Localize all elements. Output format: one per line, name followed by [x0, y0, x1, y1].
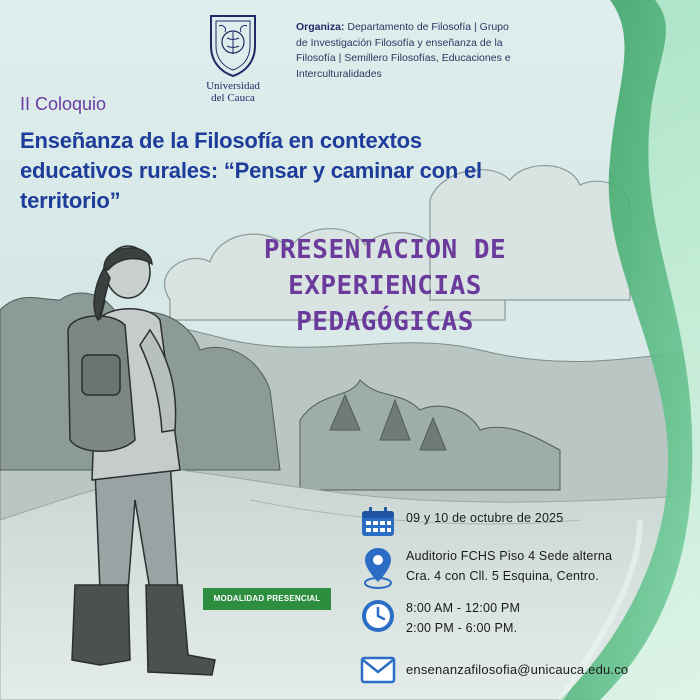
- organizer-label: Organiza:: [296, 21, 345, 33]
- event-time: [406, 598, 520, 638]
- clock-icon: [360, 598, 396, 634]
- event-place: [406, 546, 612, 586]
- event-title: Enseñanza de la Filosofía en contextos educativos rurales: “Pensar y caminar con el territorio”: [20, 128, 482, 213]
- university-logo: [196, 12, 270, 104]
- university-name-line1: Universidad: [206, 80, 260, 92]
- organizer-text: Departamento de Filosofía | Grupo de Investigación Filosofía y enseñanza de la Filosofía | Semillero Filosofías, Educaciones e Interculturalidades: [296, 21, 511, 80]
- section-title-line2: EXPERIENCIAS: [288, 271, 482, 301]
- organizer-block: [296, 20, 516, 82]
- location-row: [360, 546, 612, 590]
- university-name-line2: del Cauca: [211, 92, 255, 104]
- section-title: [240, 232, 530, 340]
- event-place-line1: Auditorio FCHS Piso 4 Sede alterna: [406, 549, 613, 563]
- calendar-icon: [360, 506, 396, 538]
- section-title-line3: PEDAGÓGICAS: [296, 307, 474, 337]
- contact-email[interactable]: ensenanzafilosofia@unicauca.edu.co: [406, 662, 629, 677]
- event-time-line2: 2:00 PM - 6:00 PM.: [406, 621, 518, 635]
- modality-badge: MODALIDAD PRESENCIAL: [203, 588, 331, 610]
- mail-icon: [360, 656, 396, 684]
- event-place-line2: Cra. 4 con Cll. 5 Esquina, Centro.: [406, 569, 599, 583]
- event-date: 09 y 10 de octubre de 2025: [406, 511, 564, 525]
- university-seal-icon: [205, 12, 261, 78]
- event-time-line1: 8:00 AM - 12:00 PM: [406, 601, 521, 615]
- date-row: [360, 506, 563, 538]
- time-row: [360, 598, 520, 638]
- location-pin-icon: [360, 546, 396, 590]
- email-row: [360, 656, 628, 684]
- section-title-line1: PRESENTACION DE: [263, 235, 507, 265]
- university-name: [196, 80, 270, 104]
- event-series: II Coloquio: [20, 94, 107, 114]
